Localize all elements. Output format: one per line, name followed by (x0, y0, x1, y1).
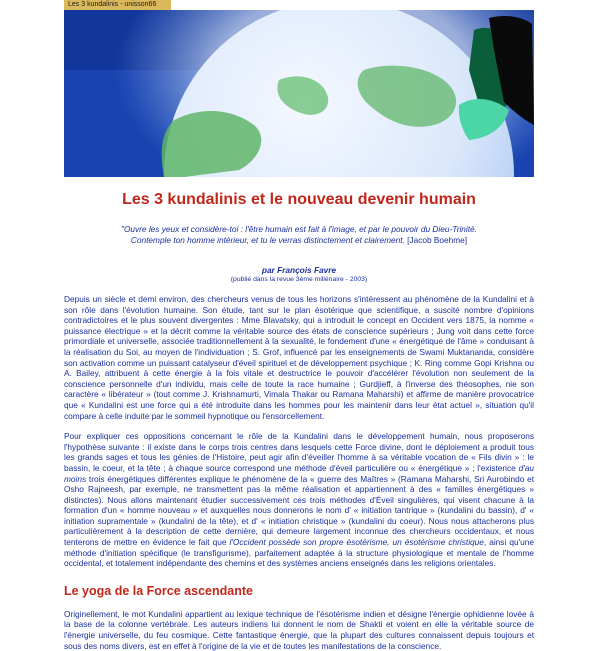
paragraph-1: Depuis un siècle et demi environ, des chercheurs venus de tous les horizons s'intéressent au phénomène de la Kundalini et à son rôle dans l'évolution humaine. Son étude, tant sur le plan ésotérique que scientifique, a suscité nombre d'opinions contradictoires et le plus souvent divergentes : Mme Blavatsky, qui a introduit le concept en Occident vers 1875, la nomme « puissance électrique » et la décrit comme la véritable source des états de conscience supérieurs ; Jung voit dans cette force primordiale et universelle, associée traditionnellement à la sexualité, le fondement d'une « énergétique de l'âme » conduisant à la réalisation du Soi, au moyen de l'individuation ; S. Grof, influencé par les enseignements de Swami Muktananda, considère son activation comme un puissant catalyseur d'éveil spirituel et de développement psychique ; K. Ring comme Gopi Krishna ou A. Bailey, attribuent à cette énergie à la fois vitale et destructrice le pouvoir d'accélérer l'évolution non seulement de la conscience personnelle d'un individu, mais celle de toute la race humaine ; Gurdjieff, à l'inverse des théosophes, nie son caractère « libérateur » (tout comme J. Krishnamurti, Vimala Thakar ou Ramana Maharshi) et affirme de manière provocatrice que « Kundalini est une force qui a été introduite dans les hommes pour les maintenir dans leur état actuel », situation qu'il compare à celle induite par le sommeil hypnotique ou l'ensorcellement. (64, 294, 534, 421)
section-heading: Le yoga de la Force ascendante (64, 583, 253, 598)
page-title: Les 3 kundalinis et le nouveau devenir humain (122, 191, 476, 208)
page-tab[interactable] (64, 0, 171, 10)
quote-line-2: Contemple ton homme intérieur, et tu le verras distinctement et clairement. (130, 234, 405, 245)
quote-line-2-wrap (64, 235, 534, 246)
quote-reference: [Jacob Boehme] (407, 234, 468, 245)
header-banner (64, 10, 534, 177)
publication-note: (publié dans la revue 3ème millénaire - 2003) (230, 276, 368, 283)
globe-illustration (64, 10, 534, 177)
paragraph-2-part-1: Pour expliquer ces oppositions concernant le rôle de la Kundalini dans le développement humain, nous proposerons l'hypothèse suivante : il existe dans le corps trois centres dans lesquels cette Force divine, dont le déploiement a produit tous les grands sages et tous les génies de l'Histoire, peut agir afin d'éveiller l'homme à sa véritable vocation de « Fils divin » : le bassin, le coeur, et la tête ; à chaque source correspond une méthode d'éveil particulière ou « énergétique » ; l'existence (64, 431, 534, 473)
tab-label: Les 3 kundalinis - unisson66 (68, 1, 157, 8)
epigraph-quote (64, 224, 534, 245)
quote-line-1: "Ouvre les yeux et considère-toi : l'être humain est fait à l'image, et par le pouvoir du Dieu-Trinité. (121, 224, 477, 234)
paragraph-2-part-2: trois énergétiques différentes explique le phénomène de la « guerre des Maîtres » (Ramana Maharshi, Sri Aurobindo et Osho Rajneesh, par exemple, ne transmettent pas la même réalisation et appartiennent à des « familles énergétiques » distinctes). Nous allons maintenant étudier successivement ces trois méthodes d'Éveil singulières, qui visent chacune à la formation d'un « homme nouveau » et auxquelles nous donnerons le nom d' « initiation tantrique » (kundalini du bassin), d' « initiation supramentale » (kundalini de la tête), et d' « initiation christique » (kundalini du coeur). Nous nous attacherons plus particulièrement à la description de cette dernière, qui demeure largement inconnue des chercheurs occidentaux, et nous tenterons de mettre en évidence le fait que (64, 473, 534, 548)
paragraph-3: Originellement, le mot Kundalini appartient au lexique technique de l'ésotérisme indien et désigne l'énergie ophidienne lovée à la base de la colonne vertébrale. Les auteurs indiens lui donnent le nom de Shakti et voient en elle la véritable source de l'énergie universelle, du feu cosmique. Cette fantastique énergie, que la plupart des cultures connaissent depuis toujours et sous des noms divers, est en effet à l'origine de la vie et de toutes les manifestations de la conscience. (64, 608, 534, 651)
top-bar (0, 0, 600, 10)
paragraph-2 (64, 431, 534, 569)
author-byline: par François Favre (261, 265, 337, 275)
paragraph-2-emphasis-2: l'Occident possède son propre ésotérisme, un ésotérisme christique (229, 537, 484, 548)
paragraph-2-emphasis-1: d'au moins (64, 462, 534, 484)
paragraph-2-part-3: , ainsi qu'une méthode d'initiation spécifique (le transfigurisme), parfaitement adaptée à la structure physiologique et mentale de l'homme occidental, et totalement indépendante des chemins et des systèmes anciens enseignés dans les religions orientales. (64, 537, 534, 569)
article (64, 190, 534, 651)
